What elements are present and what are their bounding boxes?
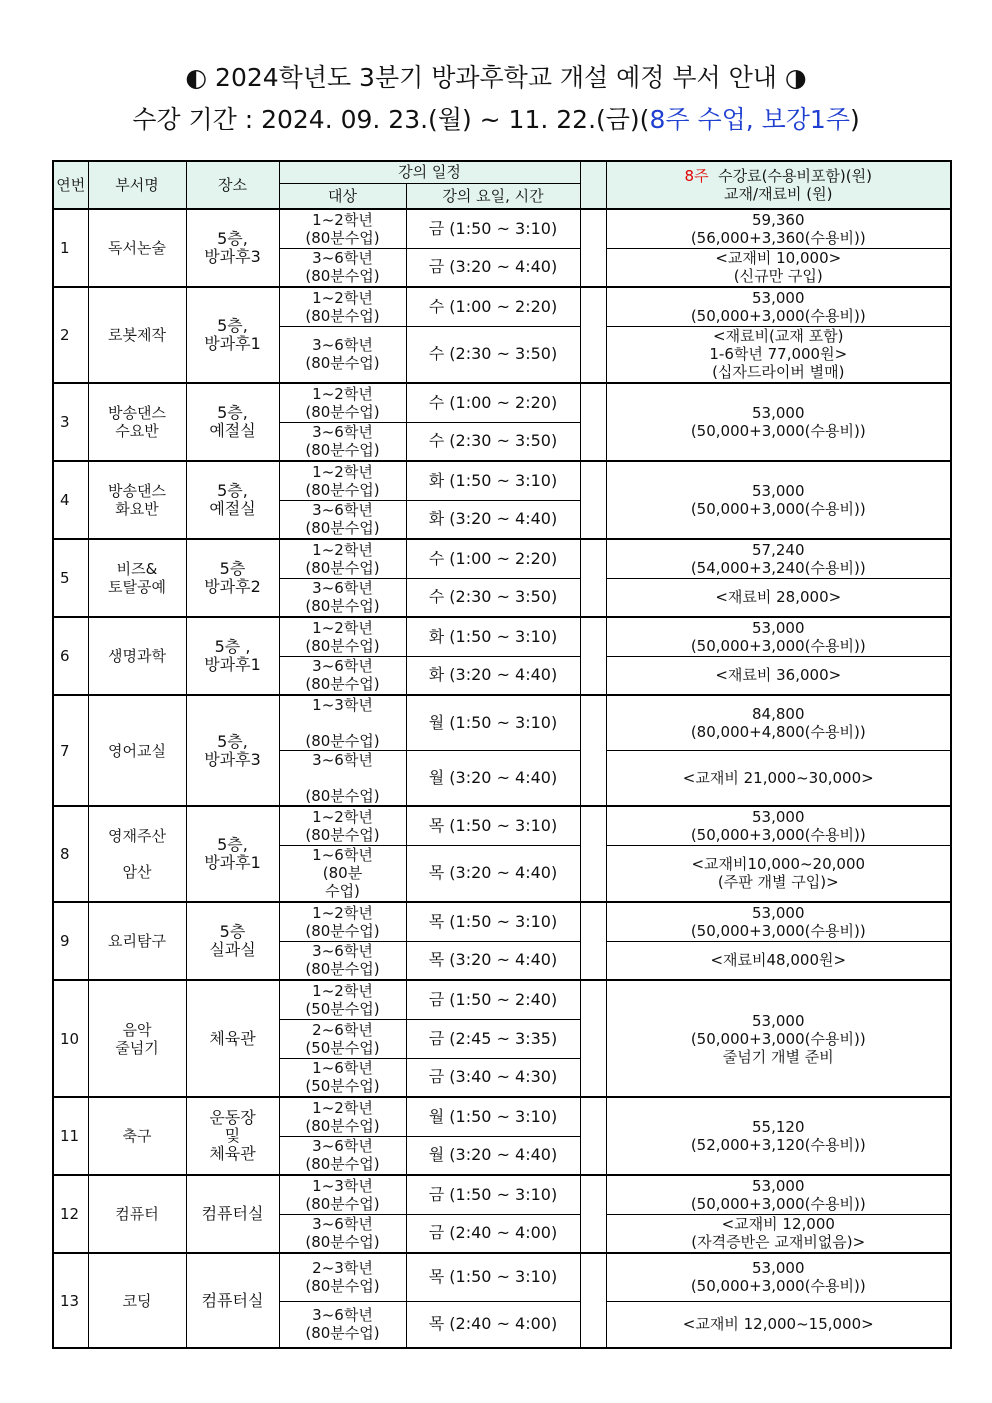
course-fee: 53,000 (50,000+3,000(수용비)) [606,617,951,656]
header-target: 대상 [279,183,406,209]
course-group [53,806,951,902]
course-group [53,902,951,980]
course-time: 목 (1:50 ~ 3:10) [406,902,580,941]
header-daytime: 강의 요일, 시간 [406,183,580,209]
course-place: 컴퓨터실 [186,1253,279,1348]
course-name: 방송댄스 수요반 [88,383,186,461]
course-material: <재료비48,000원> [606,941,951,980]
course-time: 금 (1:50 ~ 3:10) [406,1175,580,1214]
gap-cell [580,209,606,287]
course-target: 1~2학년 (80분수업) [279,287,406,326]
course-time: 월 (1:50 ~ 3:10) [406,695,580,751]
course-number: 3 [53,383,88,461]
gap-cell [580,461,606,539]
course-number: 10 [53,980,88,1097]
course-group [53,980,951,1097]
gap-cell [580,695,606,806]
course-name: 비즈& 토탈공예 [88,539,186,617]
course-fee: 53,000 (50,000+3,000(수용비)) [606,902,951,941]
gap-cell [580,980,606,1097]
course-place: 5층, 예절실 [186,383,279,461]
gap-cell [580,539,606,617]
course-target: 1~2학년 (80분수업) [279,539,406,578]
course-material: <교재비 21,000~30,000> [606,751,951,807]
gap-cell [580,287,606,383]
course-time: 수 (2:30 ~ 3:50) [406,326,580,383]
course-number: 2 [53,287,88,383]
course-material: <재료비 36,000> [606,656,951,695]
course-target: 2~3학년 (80분수업) [279,1253,406,1301]
header-fee-sub: 교재/재료비 (원) [724,185,833,203]
header-place: 장소 [186,161,279,209]
course-group [53,1097,951,1175]
course-group [53,1175,951,1253]
header-gap [580,161,606,209]
course-number: 4 [53,461,88,539]
course-place: 5층, 방과후1 [186,287,279,383]
course-place: 5층 실과실 [186,902,279,980]
course-name: 음악 줄넘기 [88,980,186,1097]
course-group [53,1253,951,1348]
course-time: 금 (1:50 ~ 3:10) [406,209,580,248]
course-name: 영어교실 [88,695,186,806]
course-material: <교재비 10,000> (신규만 구입) [606,248,951,287]
course-time: 화 (1:50 ~ 3:10) [406,461,580,500]
table-row [53,209,951,248]
page-title: ◐ 2024학년도 3분기 방과후학교 개설 예정 부서 안내 ◑ [185,63,807,92]
gap-cell [580,1253,606,1348]
header-dept: 부서명 [88,161,186,209]
course-name: 로봇제작 [88,287,186,383]
table-row [53,383,951,422]
course-number: 5 [53,539,88,617]
course-group [53,383,951,461]
course-number: 11 [53,1097,88,1175]
course-time: 월 (3:20 ~ 4:40) [406,1136,580,1175]
course-fee: 53,000 (50,000+3,000(수용비)) [606,1175,951,1214]
course-target: 1~2학년 (80분수업) [279,1097,406,1136]
course-time: 금 (3:20 ~ 4:40) [406,248,580,287]
course-target: 1~2학년 (80분수업) [279,461,406,500]
course-time: 화 (1:50 ~ 3:10) [406,617,580,656]
course-number: 9 [53,902,88,980]
course-time: 금 (1:50 ~ 2:40) [406,980,580,1019]
course-time: 목 (3:20 ~ 4:40) [406,845,580,902]
course-time: 목 (3:20 ~ 4:40) [406,941,580,980]
table-row [53,1097,951,1136]
course-time: 수 (1:00 ~ 2:20) [406,383,580,422]
course-period-suffix: ) [850,105,860,134]
course-group [53,617,951,695]
course-fee: 53,000 (50,000+3,000(수용비)) [606,383,951,461]
course-time: 월 (1:50 ~ 3:10) [406,1097,580,1136]
course-target: 1~6학년 (80분 수업) [279,845,406,902]
table-row [53,461,951,500]
course-group [53,209,951,287]
course-name: 방송댄스 화요반 [88,461,186,539]
header-fee-title: 수강료(수용비포함)(원) [718,167,872,185]
course-fee: 53,000 (50,000+3,000(수용비)) [606,1253,951,1301]
course-material: <교재비 12,000 (자격증반은 교재비없음)> [606,1214,951,1253]
gap-cell [580,1175,606,1253]
course-name: 영재주산 암산 [88,806,186,902]
course-target: 1~3학년 (80분수업) [279,1175,406,1214]
course-target: 1~2학년 (80분수업) [279,902,406,941]
course-material: <교재비10,000~20,000 (주판 개별 구입)> [606,845,951,902]
table-row [53,287,951,326]
course-material: <교재비 12,000~15,000> [606,1301,951,1348]
header-fee [606,161,951,209]
course-time: 수 (1:00 ~ 2:20) [406,287,580,326]
course-name: 코딩 [88,1253,186,1348]
course-period-weeks: 8주 수업, 보강1주 [649,105,850,134]
table-row [53,806,951,845]
course-target: 3~6학년 (80분수업) [279,1214,406,1253]
course-target: 3~6학년 (80분수업) [279,1136,406,1175]
course-fee: 55,120 (52,000+3,120(수용비)) [606,1097,951,1175]
course-group [53,287,951,383]
course-target: 1~2학년 (80분수업) [279,383,406,422]
course-name: 독서논술 [88,209,186,287]
course-target: 1~6학년 (50분수업) [279,1058,406,1097]
course-name: 생명과학 [88,617,186,695]
course-number: 13 [53,1253,88,1348]
table-row [53,1175,951,1214]
course-fee: 84,800 (80,000+4,800(수용비)) [606,695,951,751]
course-time: 수 (1:00 ~ 2:20) [406,539,580,578]
course-time: 금 (2:45 ~ 3:35) [406,1019,580,1058]
gap-cell [580,902,606,980]
course-time: 월 (3:20 ~ 4:40) [406,751,580,807]
course-fee: 53,000 (50,000+3,000(수용비)) 줄넘기 개별 준비 [606,980,951,1097]
table-row [53,902,951,941]
course-material: <재료비 28,000> [606,578,951,617]
course-target: 1~2학년 (80분수업) [279,806,406,845]
course-place: 5층, 방과후3 [186,209,279,287]
course-place: 5층 , 방과후1 [186,617,279,695]
gap-cell [580,617,606,695]
course-target: 2~6학년 (50분수업) [279,1019,406,1058]
course-name: 요리탐구 [88,902,186,980]
schedule-table [52,160,952,1349]
course-target: 3~6학년 (80분수업) [279,751,406,807]
course-place: 5층, 방과후3 [186,695,279,806]
course-number: 8 [53,806,88,902]
course-group [53,695,951,806]
course-group [53,539,951,617]
course-period [0,100,992,136]
course-number: 7 [53,695,88,806]
course-time: 수 (2:30 ~ 3:50) [406,422,580,461]
course-target: 3~6학년 (80분수업) [279,248,406,287]
header-schedule: 강의 일정 [279,161,580,183]
course-time: 화 (3:20 ~ 4:40) [406,500,580,539]
course-time: 목 (2:40 ~ 4:00) [406,1301,580,1348]
course-time: 목 (1:50 ~ 3:10) [406,1253,580,1301]
course-name: 컴퓨터 [88,1175,186,1253]
course-number: 6 [53,617,88,695]
course-material: <재료비(교재 포함) 1-6학년 77,000원> (십자드라이버 별매) [606,326,951,383]
header-num: 연번 [53,161,88,209]
table-row [53,695,951,751]
header-fee-weeks: 8주 [684,167,709,185]
course-number: 12 [53,1175,88,1253]
course-target: 3~6학년 (80분수업) [279,326,406,383]
course-target: 3~6학년 (80분수업) [279,656,406,695]
course-fee: 53,000 (50,000+3,000(수용비)) [606,461,951,539]
course-time: 금 (3:40 ~ 4:30) [406,1058,580,1097]
course-time: 수 (2:30 ~ 3:50) [406,578,580,617]
course-target: 3~6학년 (80분수업) [279,422,406,461]
table-row [53,1253,951,1301]
gap-cell [580,383,606,461]
course-place: 5층, 예절실 [186,461,279,539]
course-fee: 57,240 (54,000+3,240(수용비)) [606,539,951,578]
course-target: 1~2학년 (80분수업) [279,209,406,248]
course-place: 체육관 [186,980,279,1097]
course-target: 1~3학년 (80분수업) [279,695,406,751]
course-target: 1~2학년 (50분수업) [279,980,406,1019]
course-group [53,461,951,539]
course-target: 3~6학년 (80분수업) [279,1301,406,1348]
course-target: 3~6학년 (80분수업) [279,500,406,539]
course-time: 화 (3:20 ~ 4:40) [406,656,580,695]
course-name: 축구 [88,1097,186,1175]
table-row [53,617,951,656]
gap-cell [580,1097,606,1175]
table-row [53,539,951,578]
course-place: 5층, 방과후1 [186,806,279,902]
table-row [53,980,951,1019]
course-place: 5층 방과후2 [186,539,279,617]
course-target: 3~6학년 (80분수업) [279,578,406,617]
course-time: 금 (2:40 ~ 4:00) [406,1214,580,1253]
course-period-prefix: 수강 기간 : 2024. 09. 23.(월) ~ 11. 22.(금)( [132,105,650,134]
course-time: 목 (1:50 ~ 3:10) [406,806,580,845]
course-place: 컴퓨터실 [186,1175,279,1253]
course-number: 1 [53,209,88,287]
course-fee: 59,360 (56,000+3,360(수용비)) [606,209,951,248]
course-fee: 53,000 (50,000+3,000(수용비)) [606,806,951,845]
course-target: 1~2학년 (80분수업) [279,617,406,656]
gap-cell [580,806,606,902]
course-fee: 53,000 (50,000+3,000(수용비)) [606,287,951,326]
course-place: 운동장 및 체육관 [186,1097,279,1175]
course-target: 3~6학년 (80분수업) [279,941,406,980]
